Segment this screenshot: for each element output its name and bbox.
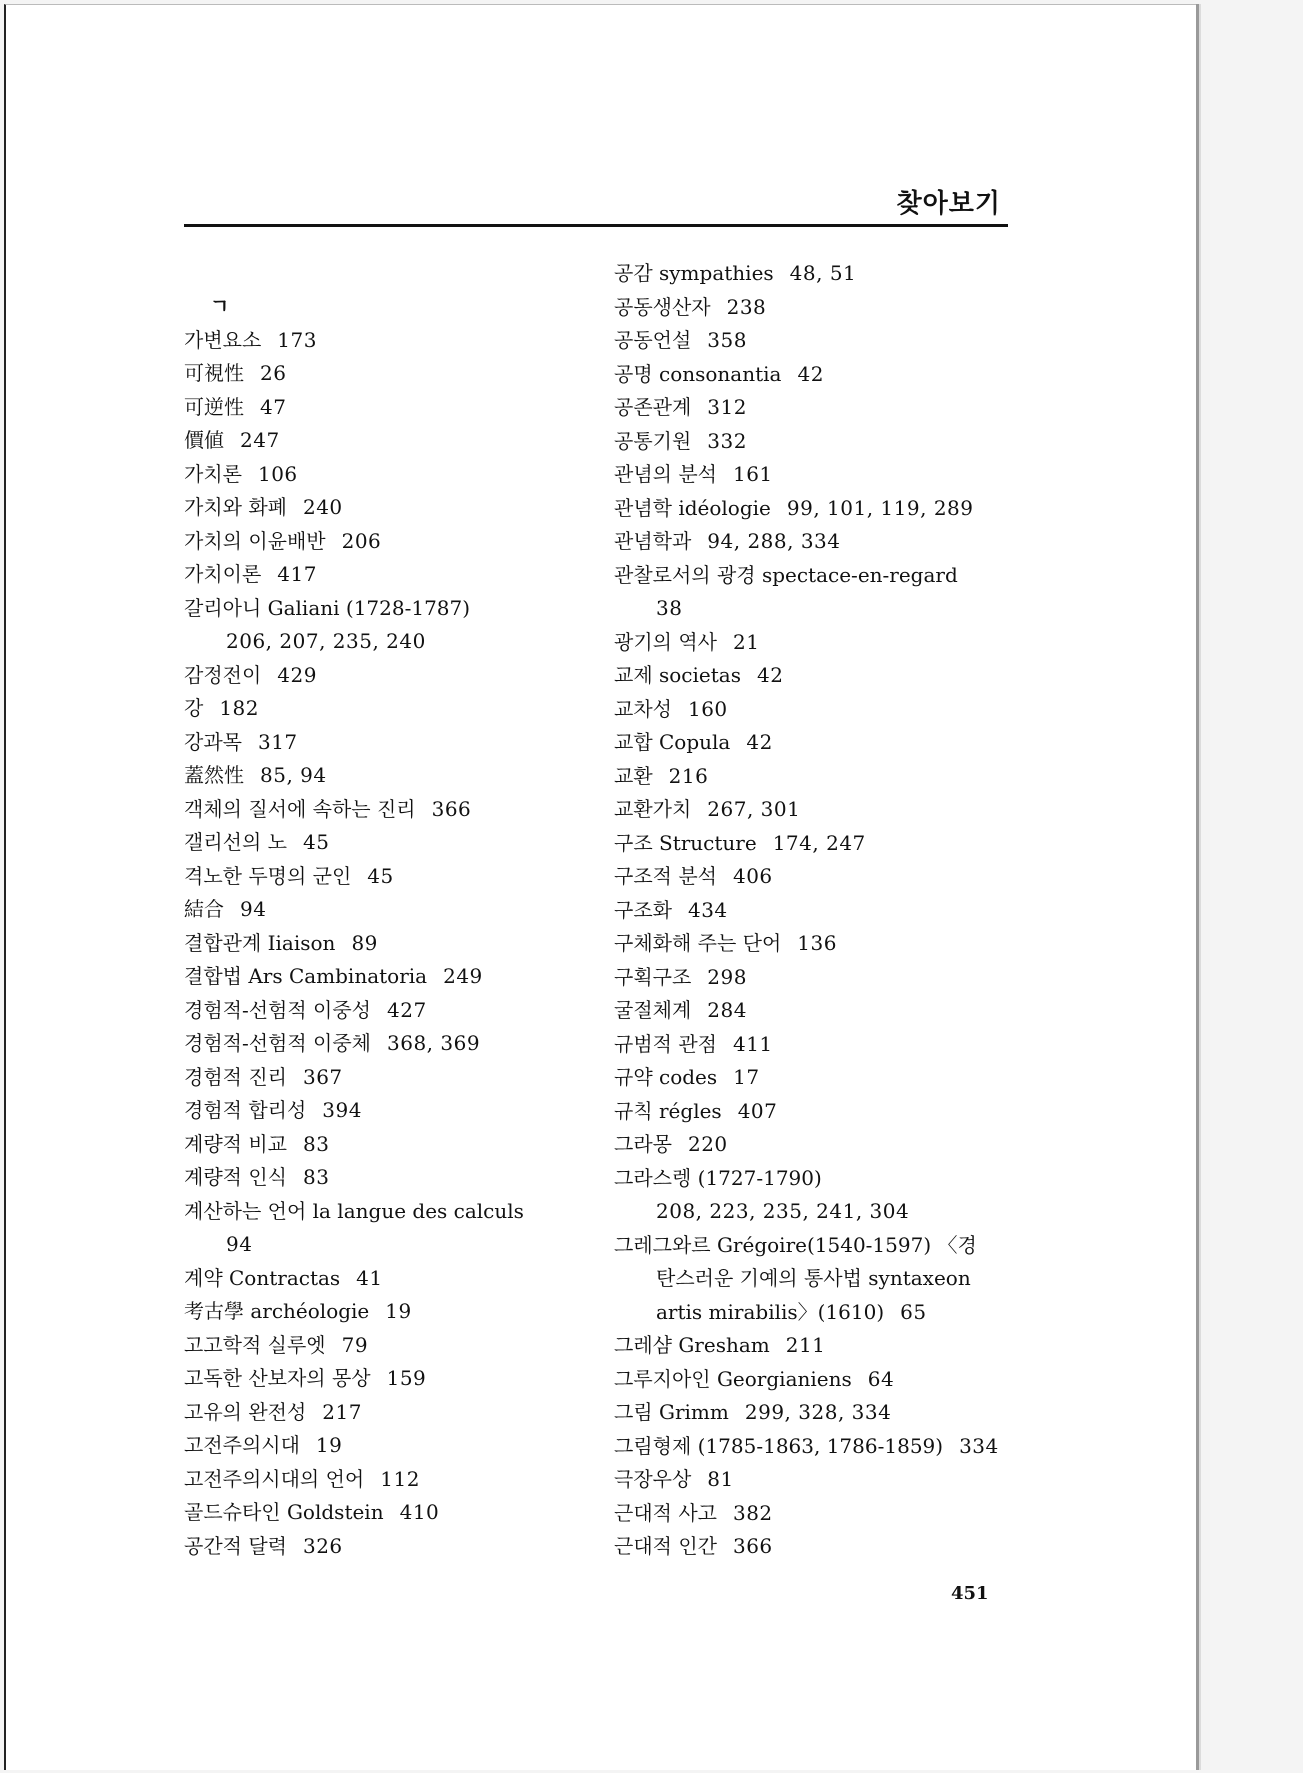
index-pages: 45 [302,830,330,854]
index-pages: 106 [257,461,298,486]
index-term: 공명 consonantia [614,361,782,386]
index-entry [184,357,584,391]
index-term: artis mirabilis〉(1610) [656,1299,885,1324]
index-pages: 94 [226,1232,253,1256]
index-entry [184,491,584,525]
index-entry [184,1429,584,1463]
index-pages: 206 [341,528,382,553]
index-term: 可視性 [184,361,244,385]
index-pages: 174, 247 [772,830,866,855]
index-entry [184,1362,584,1396]
index-pages: 21 [732,629,760,654]
index-entry [614,525,1024,559]
index-pages: 366 [431,796,472,821]
index-entry [614,827,1024,861]
index-pages: 19 [315,1433,343,1457]
index-term: 탄스러운 기예의 통사법 syntaxeon [656,1266,971,1290]
index-entry [614,1497,1024,1531]
index-entry [184,726,584,760]
index-pages: 298 [707,964,747,989]
index-entry [184,1463,584,1497]
index-pages: 208, 223, 235, 241, 304 [656,1199,910,1223]
index-term: 그루지아인 Georgianiens [614,1366,852,1391]
index-pages: 299, 328, 334 [744,1400,892,1424]
index-entry [184,826,584,860]
index-entry [184,525,584,559]
book-page [4,4,1196,1770]
index-entry [614,391,1024,425]
index-entry [614,458,1024,492]
index-pages: 19 [385,1299,412,1323]
index-pages: 64 [867,1366,895,1391]
index-term: 구조 Structure [614,830,757,855]
index-term: 可逆性 [184,394,244,419]
index-pages: 47 [260,394,287,419]
index-term: 공동언설 [614,328,692,352]
index-term: 교합 Copula [614,730,731,754]
index-pages: 48, 51 [789,261,857,285]
index-entry [614,257,1024,291]
index-entry [184,1530,584,1564]
index-entry [614,659,1024,693]
index-pages: 17 [733,1065,760,1089]
index-entry [614,1061,1024,1095]
index-entry [184,1262,584,1296]
index-term: 가치이론 [184,562,262,586]
index-term: 가치의 이윤배반 [184,528,326,553]
index-pages: 38 [656,596,683,620]
index-entry [614,1229,1024,1263]
index-pages: 211 [785,1333,826,1357]
index-entry [614,1028,1024,1062]
index-term: 그레샴 Gresham [614,1333,770,1357]
index-entry [614,860,1024,894]
index-entry [184,1161,584,1195]
index-pages: 247 [240,428,280,452]
index-term: 考古學 archéologie [184,1299,370,1323]
index-term: 관념학과 [614,529,692,553]
index-entry [184,659,584,693]
index-entry [614,1396,1024,1430]
index-term: 그레그와르 Grégoire(1540-1597) 〈경 [614,1232,977,1257]
index-pages: 240 [302,495,343,519]
index-entry [614,324,1024,358]
index-entry [614,1095,1024,1129]
index-term: 價値 [184,428,224,452]
index-entry [184,994,584,1028]
index-pages: 173 [277,327,317,352]
index-entry [614,1363,1024,1397]
index-pages: 81 [707,1467,734,1491]
index-entry [184,860,584,894]
index-term: 구획구조 [614,964,692,989]
index-entry [614,793,1024,827]
index-pages: 407 [737,1098,778,1123]
index-pages: 206, 207, 235, 240 [226,629,426,653]
index-term: 고유의 완전성 [184,1399,307,1424]
index-term: 관념의 분석 [614,462,717,486]
index-pages: 83 [302,1165,330,1189]
index-term: 교환 [614,763,653,788]
index-entry-continuation [614,1195,1024,1229]
index-term: 갈리아니 Galiani (1728-1787) [184,595,471,620]
index-pages: 217 [322,1399,362,1424]
index-entry [184,1027,584,1061]
index-entry-continuation [184,625,584,659]
index-pages: 42 [797,361,824,386]
index-entry [614,1463,1024,1497]
index-term: 관찰로서의 광경 spectace-en-regard [614,562,958,587]
index-entry [184,1061,584,1095]
index-entry [614,961,1024,995]
index-term: 격노한 두명의 군인 [184,863,352,888]
index-entry [614,726,1024,760]
index-term: 관념학 idéologie [614,495,771,520]
index-term: 규범적 관점 [614,1031,717,1056]
index-entry [614,492,1024,526]
index-entry [184,1128,584,1162]
index-entry [184,592,584,626]
index-term: 교환가치 [614,797,692,821]
index-term: 그라스렝 (1727-1790) [614,1165,822,1190]
index-term: 규약 codes [614,1065,718,1089]
header-rule [184,224,1008,227]
index-column-left [184,290,584,1563]
index-term: 강 [184,696,204,720]
index-entry [614,626,1024,660]
index-term: 계산하는 언어 la langue des calculs [184,1198,524,1223]
index-term: 구조화 [614,897,672,922]
index-pages: 410 [399,1500,440,1524]
index-pages: 216 [668,763,709,788]
index-pages: 220 [687,1132,728,1156]
index-term: 구조적 분석 [614,864,717,888]
index-term: 結合 [184,897,224,921]
index-term: 근대적 사고 [614,1500,717,1525]
index-term: 蓋然性 [184,763,244,787]
index-pages: 368, 369 [387,1031,481,1055]
index-entry [614,358,1024,392]
index-entry [184,793,584,827]
index-entry [614,894,1024,928]
index-entry [184,927,584,961]
index-pages: 42 [746,730,773,754]
index-entry [184,324,584,358]
index-column-right [614,257,1024,1564]
index-pages: 99, 101, 119, 289 [786,495,974,520]
index-pages: 160 [687,696,728,721]
index-entry [184,458,584,492]
index-pages: 45 [367,863,394,888]
index-term: 그림형제 (1785-1863, 1786-1859) [614,1433,944,1458]
index-pages: 161 [732,462,773,486]
index-pages: 112 [380,1466,420,1491]
index-entry [614,1162,1024,1196]
index-pages: 85, 94 [260,763,327,787]
index-pages: 334 [959,1433,999,1458]
index-term: 고전주의시대의 언어 [184,1466,365,1491]
index-term: 교차성 [614,696,672,721]
index-term: 극장우상 [614,1467,692,1491]
index-pages: 238 [726,294,767,319]
index-term: 고전주의시대 [184,1433,300,1457]
index-term: 강과목 [184,729,242,754]
index-pages: 136 [797,931,837,955]
index-pages: 267, 301 [707,797,801,821]
index-term: 경험적-선험적 이중체 [184,1031,371,1055]
index-entry [184,692,584,726]
index-pages: 159 [386,1366,427,1390]
index-entry [614,1430,1024,1464]
index-term: 감정전이 [184,662,262,687]
index-entry [614,693,1024,727]
index-term: 경험적 진리 [184,1064,287,1089]
index-term: 계약 Contractas [184,1265,341,1290]
index-pages: 317 [257,729,298,754]
index-entry [184,1396,584,1430]
index-pages: 312 [707,395,747,419]
index-entry [614,994,1024,1028]
index-term: 공감 sympathies [614,261,774,285]
index-term: 공간적 달력 [184,1533,287,1558]
index-term: 계량적 비교 [184,1131,287,1156]
index-pages: 358 [707,328,747,352]
running-header-title: 찾아보기 [896,189,1001,219]
index-pages: 382 [732,1500,773,1525]
index-pages: 367 [302,1064,343,1089]
index-pages: 366 [732,1534,773,1558]
index-pages: 26 [260,361,287,385]
index-term: 고고학적 실루엣 [184,1332,326,1357]
index-entry [184,1094,584,1128]
index-pages: 94, 288, 334 [707,529,841,553]
index-entry [614,1329,1024,1363]
index-pages: 249 [443,964,483,988]
index-pages: 429 [277,662,317,687]
index-term: 구체화해 주는 단어 [614,931,782,955]
index-term: 그림 Grimm [614,1400,729,1424]
index-pages: 434 [687,897,728,922]
index-pages: 89 [351,930,378,955]
index-pages: 394 [322,1098,362,1122]
index-entry [184,558,584,592]
index-entry [614,760,1024,794]
index-term: 공통기원 [614,428,692,453]
index-pages: 182 [219,696,260,720]
index-pages: 406 [732,864,773,888]
index-term: 그라몽 [614,1132,672,1156]
index-entry [184,1295,584,1329]
index-entry [614,1530,1024,1564]
index-entry-continuation [614,592,1024,626]
index-entry [184,1329,584,1363]
index-pages: 411 [732,1031,773,1056]
index-pages: 83 [302,1131,330,1156]
index-pages: 41 [356,1265,383,1290]
index-pages: 326 [302,1533,343,1558]
index-entry-continuation [184,1228,584,1262]
index-term: 공동생산자 [614,294,711,319]
index-term: 가변요소 [184,327,262,352]
index-term: 갤리선의 노 [184,830,287,854]
index-term: 가치와 화폐 [184,495,287,519]
index-pages: 332 [707,428,747,453]
index-entry [614,927,1024,961]
index-term: 골드슈타인 Goldstein [184,1500,384,1524]
index-term: 광기의 역사 [614,629,717,654]
index-entry [614,1128,1024,1162]
index-pages: 284 [707,998,747,1022]
index-term: 근대적 인간 [614,1534,717,1558]
index-entry [184,424,584,458]
index-term: 객체의 질서에 속하는 진리 [184,796,416,821]
index-term: 계량적 인식 [184,1165,287,1189]
index-pages: 417 [277,562,317,586]
index-entry-continuation [614,1262,1024,1296]
index-entry [184,1496,584,1530]
index-entry [184,759,584,793]
index-term: 결합법 Ars Cambinatoria [184,964,428,988]
index-entry-continuation [614,1296,1024,1330]
index-entry [184,960,584,994]
index-term: 결합관계 Iiaison [184,930,336,955]
index-section-letter: ㄱ [210,294,230,318]
index-pages: 65 [900,1299,927,1324]
index-term: 경험적 합리성 [184,1098,307,1122]
page-number: 451 [951,1583,989,1604]
index-pages: 427 [387,997,427,1022]
index-term: 굴절체계 [614,998,692,1022]
index-term: 규칙 régles [614,1098,722,1123]
index-pages: 79 [341,1332,369,1357]
index-term: 고독한 산보자의 몽상 [184,1366,371,1390]
index-pages: 42 [756,663,784,687]
index-entry [184,893,584,927]
index-term: 경험적-선험적 이중성 [184,997,371,1022]
index-entry [614,425,1024,459]
index-pages: 94 [240,897,267,921]
index-term: 가치론 [184,461,242,486]
index-entry [614,559,1024,593]
index-term: 교제 societas [614,663,741,687]
index-entry [184,1195,584,1229]
index-term: 공존관계 [614,395,692,419]
index-entry [614,291,1024,325]
index-entry [184,391,584,425]
